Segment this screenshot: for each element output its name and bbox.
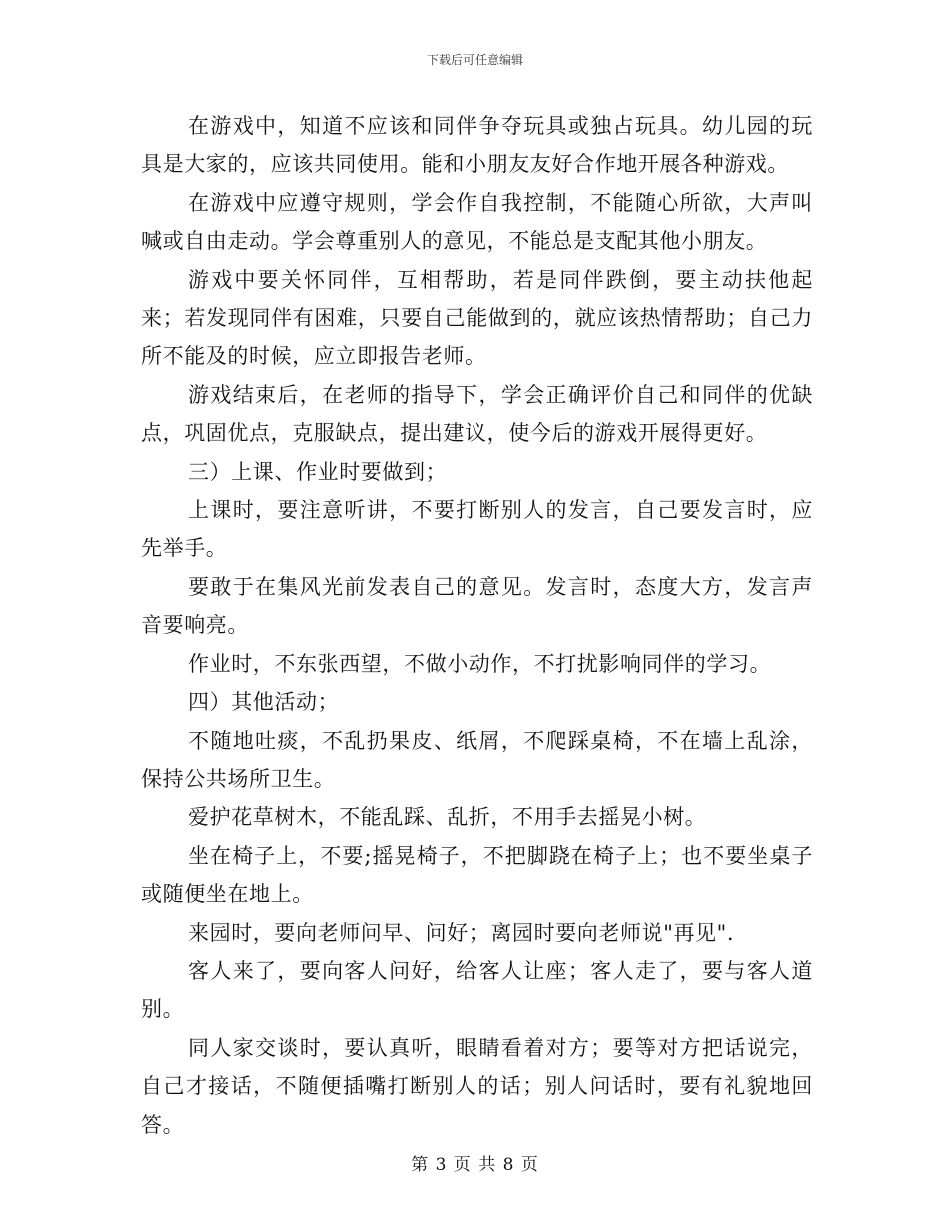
paragraph: 客人来了，要向客人问好，给客人让座；客人走了，要与客人道别。 — [141, 958, 813, 1022]
paragraph: 不随地吐痰，不乱扔果皮、纸屑，不爬踩桌椅，不在墙上乱涂，保持公共场所卫生。 — [141, 728, 813, 791]
paragraph: 坐在椅子上，不要;摇晃椅子，不把脚跷在椅子上；也不要坐桌子或随便坐在地上。 — [141, 843, 813, 907]
paragraph: 上课时，要注意听讲，不要打断别人的发言，自己要发言时，应先举手。 — [141, 498, 813, 561]
section-heading: 四）其他活动； — [188, 690, 340, 715]
paragraph: 在游戏中，知道不应该和同伴争夺玩具或独占玩具。幼儿园的玩具是大家的，应该共同使用。能和小朋友友好合作地开展各种游戏。 — [141, 114, 813, 177]
paragraph: 游戏中要关怀同伴，互相帮助，若是同伴跌倒，要主动扶他起来；若发现同伴有困难，只要自己能做到的，就应该热情帮助；自己力所不能及的时候，应立即报告老师。 — [141, 267, 813, 369]
document-body — [141, 107, 813, 1144]
page-number: 第 3 页 共 8 页 — [411, 1155, 539, 1175]
page-header: 下载后可任意编辑 — [426, 53, 523, 67]
paragraph: 游戏结束后，在老师的指导下，学会正确评价自己和同伴的优缺点，巩固优点，克服缺点，提出建议，使今后的游戏开展得更好。 — [141, 382, 813, 446]
paragraph: 爱护花草树木，不能乱踩、乱折，不用手去摇晃小树。 — [188, 805, 707, 830]
paragraph: 来园时，要向老师问早、问好；离园时要向老师说"再见". — [188, 920, 735, 945]
section-heading: 三）上课、作业时要做到； — [188, 459, 448, 484]
paragraph: 在游戏中应遵守规则，学会作自我控制，不能随心所欲，大声叫喊或自由走动。学会尊重别人的意见，不能总是支配其他小朋友。 — [141, 190, 813, 254]
paragraph: 同人家交谈时，要认真听，眼睛看着对方；要等对方把话说完，自己才接话，不随便插嘴打断别人的话；别人问话时，要有礼貌地回答。 — [141, 1035, 813, 1137]
paragraph: 要敢于在集风光前发表自己的意见。发言时，态度大方，发言声音要响亮。 — [141, 574, 813, 638]
paragraph: 作业时，不东张西望，不做小动作，不打扰影响同伴的学习。 — [188, 651, 772, 676]
